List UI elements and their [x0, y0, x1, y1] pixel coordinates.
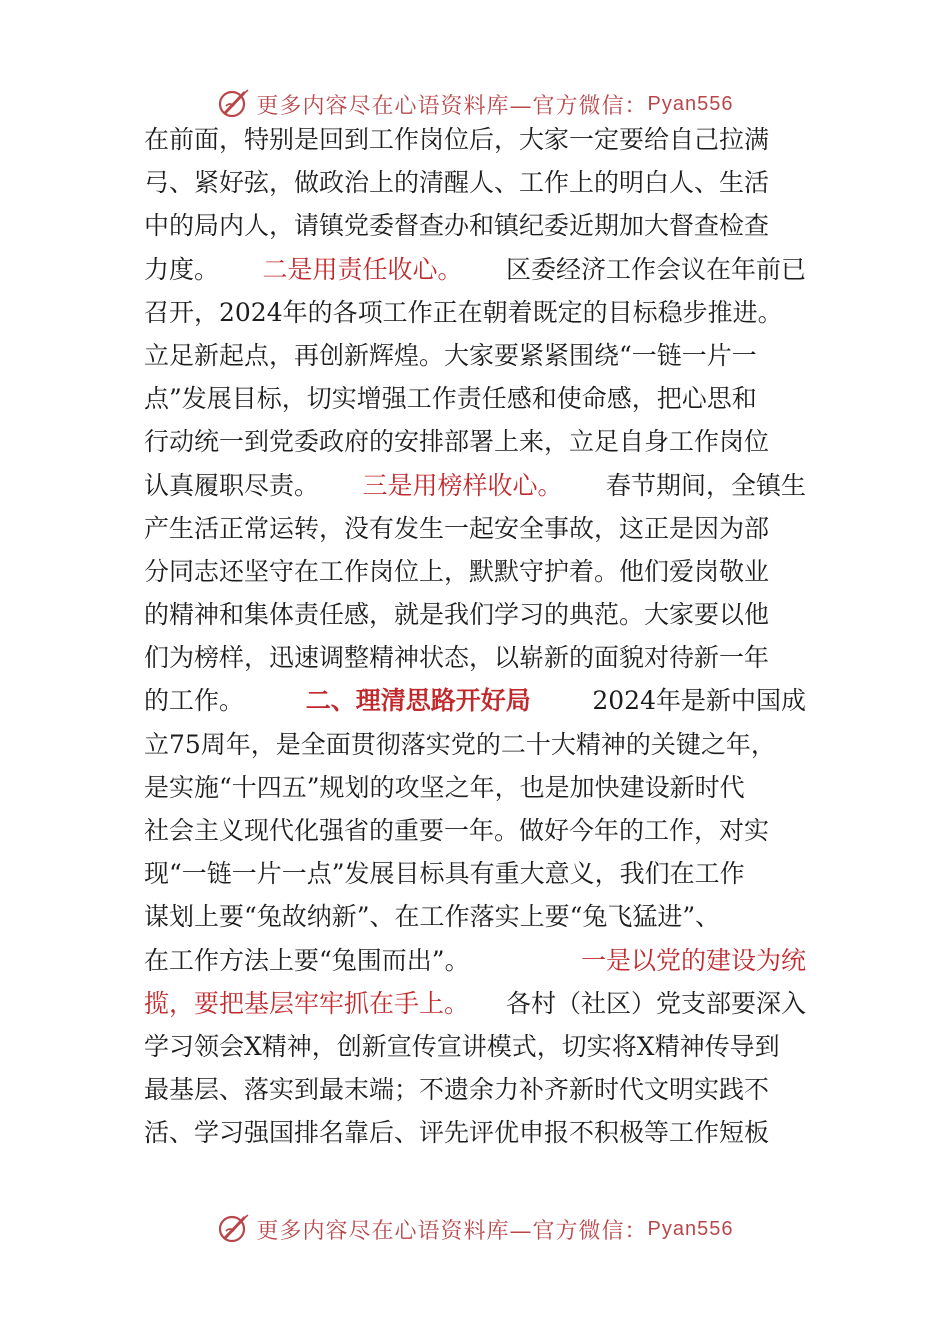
text-line: 中的局内人，请镇党委督查办和镇纪委近期加大督查检查: [144, 211, 770, 241]
text-line: 分同志还坚守在工作岗位上，默默守护着。他们爱岗敬业: [144, 556, 770, 586]
section-heading: 一是以党的建设为统: [580, 945, 806, 975]
text-line: 活、学习强国排名靠后、评先评优申报不积极等工作短板: [144, 1118, 770, 1148]
pen-logo-icon: [217, 1212, 251, 1246]
text-line: 点”发展目标，切实增强工作责任感和使命感，把心思和: [144, 384, 757, 414]
text-line: 力度。 二是用责任收心。 区委经济工作会议在年前已: [144, 248, 806, 291]
text-line: 揽，要把基层牢牢抓在手上。 各村（社区）党支部要深入: [144, 982, 806, 1025]
text-line: 召开，2024年的各项工作正在朝着既定的目标稳步推进。: [144, 297, 783, 327]
footer-watermark-banner: [0, 1207, 950, 1251]
text-line: 立足新起点，再创新辉煌。大家要紧紧围绕“一链一片一: [144, 340, 757, 370]
text-line: 现“一链一片一点”发展目标具有重大意义，我们在工作: [144, 859, 745, 889]
text-line: 学习领会X精神，创新宣传宣讲模式，切实将X精神传导到: [144, 1031, 780, 1061]
text-line: 认真履职尽责。 三是用榜样收心。 春节期间，全镇生: [144, 464, 806, 507]
text-line: 弓、紧好弦，做政治上的清醒人、工作上的明白人、生活: [144, 168, 770, 198]
text-line: 立75周年，是全面贯彻落实党的二十大精神的关键之年，: [144, 729, 776, 759]
text-line: 行动统一到党委政府的安排部署上来，立足自身工作岗位: [144, 427, 770, 457]
text-line: 谋划上要“兔故纳新”、在工作落实上要“兔飞猛进”、: [144, 902, 721, 932]
text-line: 产生活正常运转，没有发生一起安全事故，这正是因为部: [144, 513, 770, 543]
wechat-id: Pyan556: [647, 92, 734, 115]
text-line: 们为榜样，迅速调整精神状态，以崭新的面貌对待新一年: [144, 643, 770, 673]
text-line: 的工作。 二、理清思路开好局 2024年是新中国成: [144, 679, 806, 722]
chapter-heading: 二、理清思路开好局: [305, 686, 531, 716]
wechat-id: Pyan556: [647, 1217, 734, 1240]
section-heading: 二是用责任收心。: [262, 254, 463, 284]
watermark-text: 更多内容尽在心语资料库—官方微信：: [256, 1218, 648, 1244]
text-line: 最基层、落实到最末端；不遗余力补齐新时代文明实践不: [144, 1075, 770, 1105]
text-line: 是实施“十四五”规划的攻坚之年，也是加快建设新时代: [144, 772, 745, 802]
watermark-text: 更多内容尽在心语资料库—官方微信：: [256, 93, 648, 119]
section-heading: 三是用榜样收心。: [362, 470, 563, 500]
text-line: 的精神和集体责任感，就是我们学习的典范。大家要以他: [144, 600, 770, 630]
section-heading-cont: 揽，要把基层牢牢抓在手上。: [144, 988, 470, 1018]
text-line: 在前面，特别是回到工作岗位后，大家一定要给自己拉满: [144, 125, 770, 154]
pen-logo-icon: [217, 87, 251, 121]
text-line: 在工作方法上要“兔围而出”。 一是以党的建设为统: [144, 939, 806, 982]
document-body: [144, 118, 806, 1155]
text-line: 社会主义现代化强省的重要一年。做好今年的工作，对实: [144, 816, 770, 845]
